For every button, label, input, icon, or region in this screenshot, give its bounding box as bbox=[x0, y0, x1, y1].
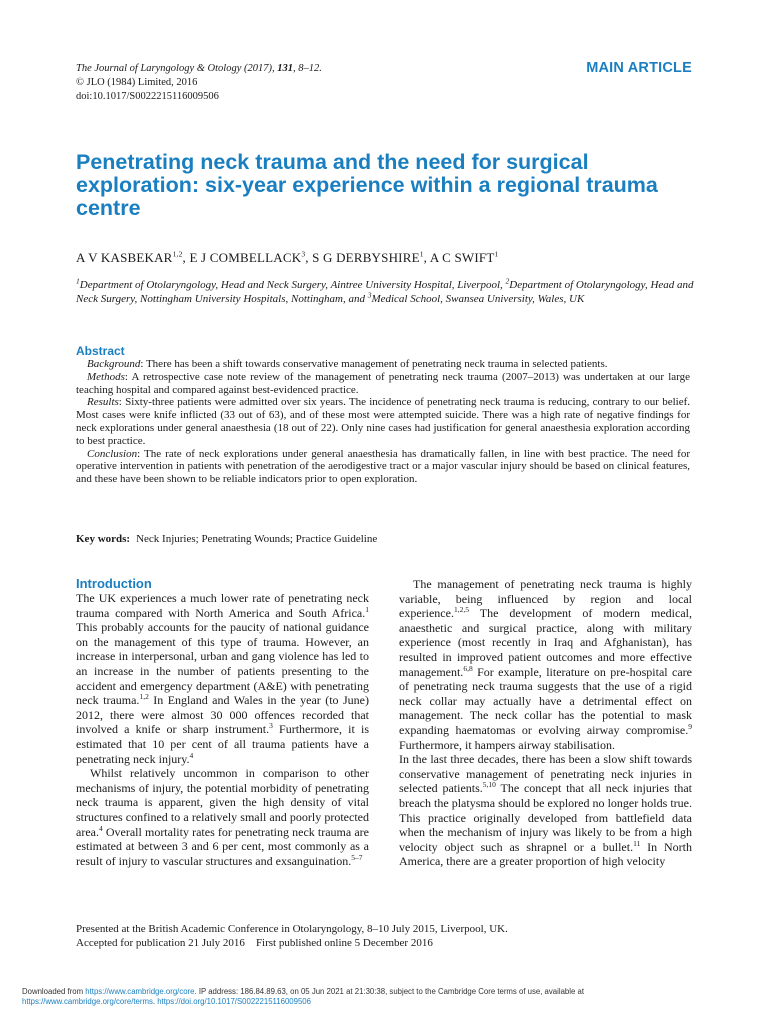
dates-note: Accepted for publication 21 July 2016 First published online 5 December 2016 bbox=[76, 937, 433, 949]
abstract-heading: Abstract bbox=[76, 344, 125, 358]
download-notice: Downloaded from https://www.cambridge.org/core. IP address: 186.84.89.63, on 05 Jun 2021 at 21:30:38, subject to the Cambridge Core terms of use, available at https://www.cambridge.org/core/terms. https://doi.org/10.1017/S0022215116009506 bbox=[22, 987, 585, 1006]
doi-link[interactable]: https://doi.org/10.1017/S0022215116009506 bbox=[157, 997, 311, 1006]
abstract-results: Results: Sixty-three patients were admitted over six years. The incidence of penetrating neck trauma is reducing, contrary to our belief. Most cases were knife inflicted (33 out of 63), and of these most were attempted suicide. There was a high rate of negative findings for neck explorations under general anaesthesia (18 out of 22). Only nine cases had justification for general anaesthesia exploration according to best practice. bbox=[76, 396, 690, 447]
journal-citation: The Journal of Laryngology & Otology (2017), 131, 8–12. bbox=[76, 63, 322, 74]
terms-link[interactable]: https://www.cambridge.org/core/terms bbox=[22, 997, 153, 1006]
abstract-background: Background: There has been a shift towards conservative management of penetrating neck trauma in selected patients. bbox=[87, 358, 608, 370]
author: S G DERBYSHIRE bbox=[312, 250, 420, 265]
author-list: A V KASBEKAR$^{1,2}$, E J COMBELLACK$^3$, S G DERBYSHIRE$^1$, A C SWIFT$^1$ bbox=[76, 249, 499, 265]
paragraph: The management of penetrating neck trauma is highly variable, being influenced by region and local experience.$^{1,2,5}$ The development of modern medical, anaesthetic and surgical practice, along with military experience (most recently in Iraq and Afghanistan), has resulted in improved patient outcomes and more effective management.$^{6,8}$ For example, literature on pre-hospital care of penetrating neck trauma suggests that the use of a rigid neck collar may actually have a detrimental effect on management. The neck collar has the potential to mask expanding haematomas or evolving airway compromise.$^9$ Furthermore, it hampers airway stabilisation. bbox=[399, 577, 692, 752]
abstract-conclusion: Conclusion: The rate of neck explorations under general anaesthesia has dramatically fallen, in line with best practice. The need for operative intervention in patients with penetration of the aerodigestive tract or a major vascular injury should be based on clinical features, and these have been shown to be reliable indicators prior to open exploration. bbox=[76, 447, 690, 486]
column-left bbox=[76, 576, 369, 868]
author: A C SWIFT bbox=[429, 250, 495, 265]
author: E J COMBELLACK bbox=[189, 250, 302, 265]
copyright: © JLO (1984) Limited, 2016 bbox=[76, 77, 198, 88]
journal-header bbox=[76, 62, 322, 104]
article-title: Penetrating neck trauma and the need for surgical exploration: six-year experience within a regional trauma centre bbox=[76, 150, 658, 220]
paragraph: Whilst relatively uncommon in comparison to other mechanisms of injury, the potential morbidity of penetrating neck trauma is apparent, given the high density of vital structures confined to a relatively small and poorly protected area.$^4$ Overall mortality rates for penetrating neck trauma are estimated at between 3 and 6 per cent, most commonly as a result of injury to vascular structures and exsanguination.$^{5-7}$ bbox=[76, 766, 369, 868]
paragraph: In the last three decades, there has been a slow shift towards conservative management of penetrating neck injuries in selected patients.$^{5,10}$ The concept that all neck injuries that breach the platysma should be explored no longer holds true. This practice originally developed from battlefield data when the mechanism of injury was likely to be from a high velocity object such as shrapnel or a bullet.$^{11}$ In North America, there are a greater proportion of high velocity bbox=[399, 752, 692, 869]
presented-note: Presented at the British Academic Conference in Otolaryngology, 8–10 July 2015, Liverpool, UK. bbox=[76, 923, 508, 935]
keywords: Key words: Neck Injuries; Penetrating Wounds; Practice Guideline bbox=[76, 533, 378, 545]
doi: doi:10.1017/S0022215116009506 bbox=[76, 91, 219, 102]
footnote bbox=[76, 922, 508, 950]
author: A V KASBEKAR bbox=[76, 250, 173, 265]
introduction-heading: Introduction bbox=[76, 576, 152, 591]
article-type-label: MAIN ARTICLE bbox=[586, 60, 692, 76]
paragraph: The UK experiences a much lower rate of penetrating neck trauma compared with North America and South Africa.$^1$ This probably accounts for the paucity of national guidance on the management of this type of trauma. However, an increase in interpersonal, urban and gang violence has led to an increase in the number of patients presenting to the accident and emergency department (A&E) with penetrating neck trauma.$^{1,2}$ In England and Wales in the year (to June) 2012, there were almost 30 000 offences recorded that involved a knife or sharp instrument.$^3$ Furthermore, it is estimated that 10 per cent of all trauma patients have a penetrating neck injury.$^4$ bbox=[76, 591, 370, 766]
affiliations: $^1$Department of Otolaryngology, Head and Neck Surgery, Aintree University Hospital, Liverpool, $^2$Department of Otolaryngology, Head and Neck Surgery, Nottingham University Hospitals, Nottingham, and $^3$Medical School, Swansea University, Wales, UK bbox=[76, 276, 694, 305]
abstract-body bbox=[76, 358, 690, 486]
abstract-methods: Methods: A retrospective case note review of the management of penetrating neck trauma (2007–2013) was undertaken at our large teaching hospital and compared against best-evidenced practice. bbox=[76, 370, 690, 396]
cambridge-core-link[interactable]: https://www.cambridge.org/core bbox=[85, 987, 195, 996]
column-right bbox=[399, 577, 692, 869]
